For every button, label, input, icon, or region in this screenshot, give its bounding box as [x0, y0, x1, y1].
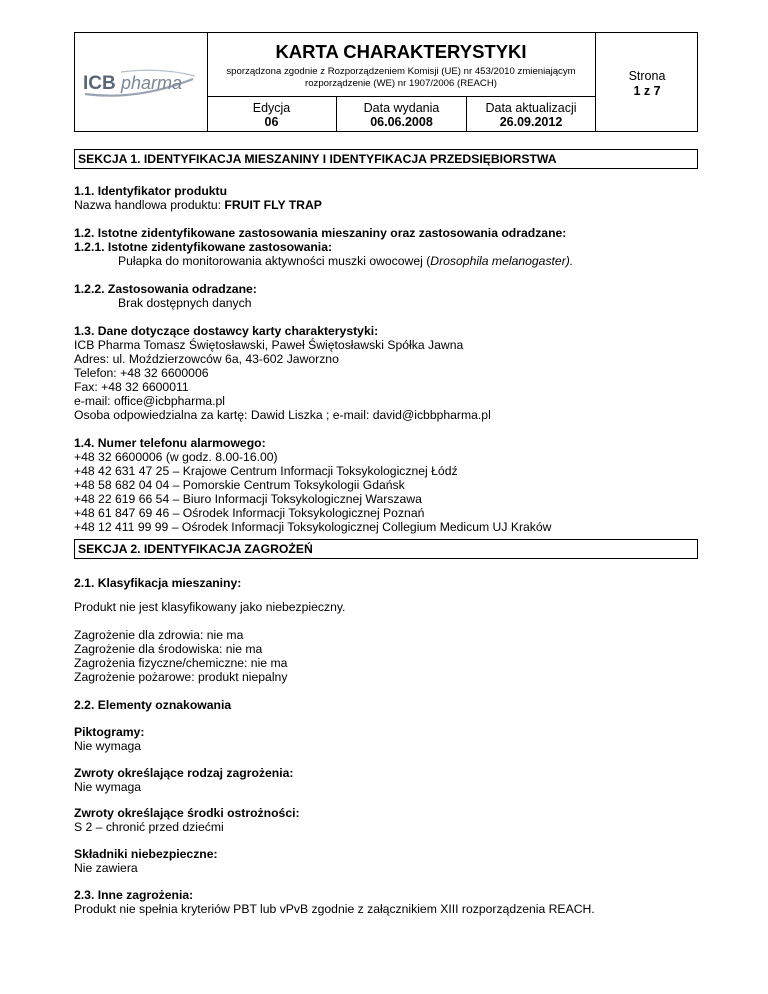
emergency-line: +48 58 682 04 04 – Pomorskie Centrum Toksykologii Gdańsk — [74, 478, 405, 492]
s22-title: 2.2. Elementy oznakowania — [74, 698, 232, 712]
s11-line — [74, 198, 322, 212]
edition-cell — [207, 97, 337, 132]
s121-text-italic: Drosophila melanogaster). — [430, 254, 574, 268]
issue-date-value: 06.06.2008 — [370, 115, 433, 129]
subtitle-line-2: rozporządzenie (WE) nr 1907/2006 (REACH) — [305, 77, 497, 89]
hazard-phrases-title: Zwroty określające rodzaj zagrożenia: — [74, 766, 294, 780]
logo-cell — [75, 33, 208, 131]
supplier-line: Osoba odpowiedzialna za kartę: Dawid Liszka ; e-mail: david@icbbpharma.pl — [74, 408, 491, 422]
s13-title: 1.3. Dane dotyczące dostawcy karty charakterystyki: — [74, 324, 379, 338]
page-number: 1 z 7 — [633, 84, 661, 98]
hazard-line: Zagrożenia fizyczne/chemiczne: nie ma — [74, 656, 288, 670]
hazard-line: Zagrożenie dla zdrowia: nie ma — [74, 628, 244, 642]
supplier-line: Telefon: +48 32 6600006 — [74, 366, 209, 380]
document-subtitle — [207, 66, 595, 89]
icb-pharma-logo — [81, 67, 201, 99]
section-2-heading: SEKCJA 2. IDENTYFIKACJA ZAGROŻEŃ — [74, 539, 698, 559]
update-date-cell — [467, 97, 595, 132]
pictograms-text: Nie wymaga — [74, 739, 142, 753]
logo-text-bold: ICB — [83, 73, 116, 94]
page-label: Strona — [628, 69, 666, 83]
supplier-line: Adres: ul. Moździerzowców 6a, 43-602 Jaworzno — [74, 352, 339, 366]
document-header — [74, 32, 698, 132]
edition-value: 06 — [264, 115, 279, 129]
document-title: KARTA CHARAKTERYSTYKI — [275, 41, 527, 62]
product-name: FRUIT FLY TRAP — [224, 198, 322, 212]
emergency-line: +48 22 619 66 54 – Biuro Informacji Toksykologicznej Warszawa — [74, 492, 422, 506]
hazard-phrases-text: Nie wymaga — [74, 780, 142, 794]
logo-text-light: pharma — [121, 73, 183, 93]
precaution-title: Zwroty określające środki ostrożności: — [74, 806, 300, 820]
s12-title: 1.2. Istotne zidentyfikowane zastosowania mieszaniny oraz zastosowania odradzane: — [74, 226, 567, 240]
emergency-line: +48 32 6600006 (w godz. 8.00-16.00) — [74, 450, 278, 464]
s23-title: 2.3. Inne zagrożenia: — [74, 888, 194, 902]
issue-date-label: Data wydania — [363, 101, 440, 115]
subtitle-line-1: sporządzona zgodnie z Rozporządzeniem Komisji (UE) nr 453/2010 zmieniającym — [226, 66, 576, 77]
s11-title: 1.1. Identyfikator produktu — [74, 184, 228, 198]
emergency-line: +48 61 847 69 46 – Ośrodek Informacji Toksykologicznej Poznań — [74, 506, 425, 520]
s122-text: Brak dostępnych danych — [118, 296, 252, 310]
precaution-text: S 2 – chronić przed dziećmi — [74, 820, 224, 834]
section-1-heading: SEKCJA 1. IDENTYFIKACJA MIESZANINY I IDENTYFIKACJA PRZEDSIĘBIORSTWA — [74, 149, 698, 169]
dangerous-components-title: Składniki niebezpieczne: — [74, 847, 218, 861]
s23-text: Produkt nie spełnia kryteriów PBT lub vPvB zgodnie z załącznikiem XIII rozporządzenia REACH. — [74, 902, 595, 916]
page-number-cell — [595, 33, 698, 131]
issue-date-cell — [337, 97, 467, 132]
s121-text — [118, 254, 573, 268]
pictograms-title: Piktogramy: — [74, 725, 145, 739]
emergency-line: +48 42 631 47 25 – Krajowe Centrum Informacji Toksykologicznej Łódź — [74, 464, 458, 478]
s11-label: Nazwa handlowa produktu: — [74, 198, 225, 212]
s21-title: 2.1. Klasyfikacja mieszaniny: — [74, 576, 242, 590]
update-date-label: Data aktualizacji — [485, 101, 577, 115]
supplier-line: e-mail: office@icbpharma.pl — [74, 394, 226, 408]
emergency-line: +48 12 411 99 99 – Ośrodek Informacji Toksykologicznej Collegium Medicum UJ Kraków — [74, 520, 552, 534]
update-date-value: 26.09.2012 — [499, 115, 563, 129]
s14-title: 1.4. Numer telefonu alarmowego: — [74, 436, 266, 450]
s21-text: Produkt nie jest klasyfikowany jako niebezpieczny. — [74, 600, 346, 614]
s121-title: 1.2.1. Istotne zidentyfikowane zastosowania: — [74, 240, 333, 254]
hazard-line: Zagrożenie dla środowiska: nie ma — [74, 642, 263, 656]
edition-label: Edycja — [252, 101, 291, 115]
s122-title: 1.2.2. Zastosowania odradzane: — [74, 282, 257, 296]
supplier-line: ICB Pharma Tomasz Świętosławski, Paweł Świętosławski Spółka Jawna — [74, 338, 464, 352]
supplier-line: Fax: +48 32 6600011 — [74, 380, 189, 394]
dangerous-components-text: Nie zawiera — [74, 861, 138, 875]
s121-text-plain: Pułapka do monitorowania aktywności muszki owocowej ( — [118, 254, 431, 268]
header-info-row — [207, 96, 595, 132]
hazard-line: Zagrożenie pożarowe: produkt niepalny — [74, 670, 288, 684]
